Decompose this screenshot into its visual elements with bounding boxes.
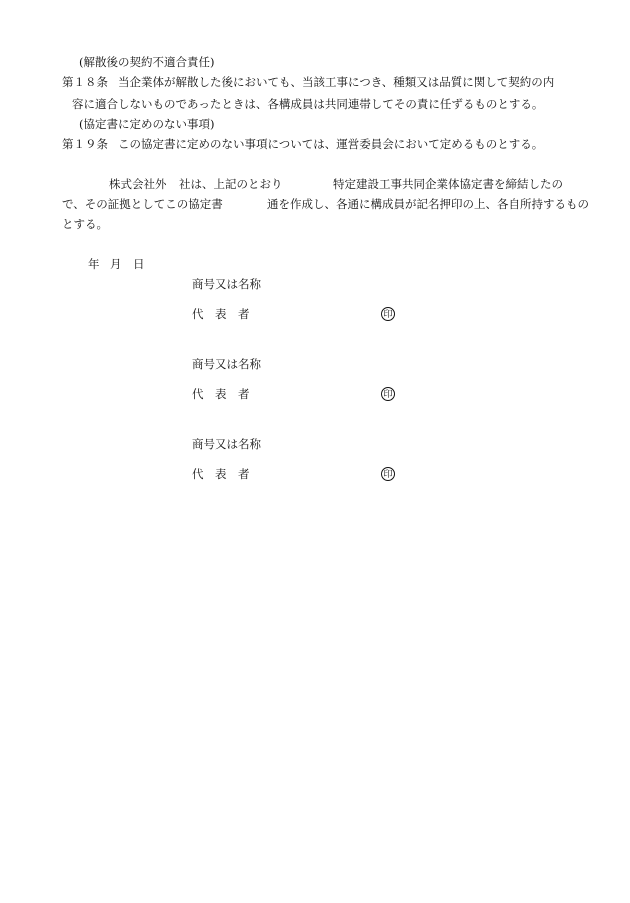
signatory-1-name-label: 商号又は名称 xyxy=(192,277,261,291)
article-19-text-line-1: この協定書に定めのない事項については、運営委員会において定めるものとする。 xyxy=(118,137,544,151)
closing-agreement-title: 特定建設工事共同企業体協定書を締結したの xyxy=(333,177,563,191)
signatory-3-name-label: 商号又は名称 xyxy=(192,437,261,451)
signatory-2-representative-label: 代 表 者 xyxy=(192,387,250,401)
article-18-number: 第１８条 xyxy=(62,75,108,89)
date-year: 年 xyxy=(88,257,100,271)
signatory-1-seal-mark: 印 xyxy=(381,307,395,321)
article-18-text-line-2: 容に適合しないものであったときは、各構成員は共同連帯してその責に任ずるものとする。 xyxy=(72,97,544,111)
signatory-3-seal-mark: 印 xyxy=(381,467,395,481)
closing-company-count: 社は、上記のとおり xyxy=(179,177,283,191)
signatory-2-seal-mark: 印 xyxy=(381,387,395,401)
date-month: 月 xyxy=(110,257,122,271)
signatory-1-representative-label: 代 表 者 xyxy=(192,307,250,321)
date-day: 日 xyxy=(133,257,145,271)
closing-line-2-start: で、その証拠としてこの協定書 xyxy=(62,197,223,211)
closing-line-2-end: 通を作成し、各通に構成員が記名押印の上、各自所持するもの xyxy=(267,197,589,211)
signatory-3-representative-label: 代 表 者 xyxy=(192,467,250,481)
article-19-number: 第１９条 xyxy=(62,137,108,151)
closing-line-3: とする。 xyxy=(62,217,108,231)
article-18-text-line-1: 当企業体が解散した後においても、当該工事につき、種類又は品質に関して契約の内 xyxy=(118,75,555,89)
closing-company-prefix: 株式会社外 xyxy=(109,177,167,191)
article-18-heading: (解散後の契約不適合責任) xyxy=(79,55,215,69)
article-19-heading: (協定書に定めのない事項) xyxy=(79,117,215,131)
signatory-2-name-label: 商号又は名称 xyxy=(192,357,261,371)
